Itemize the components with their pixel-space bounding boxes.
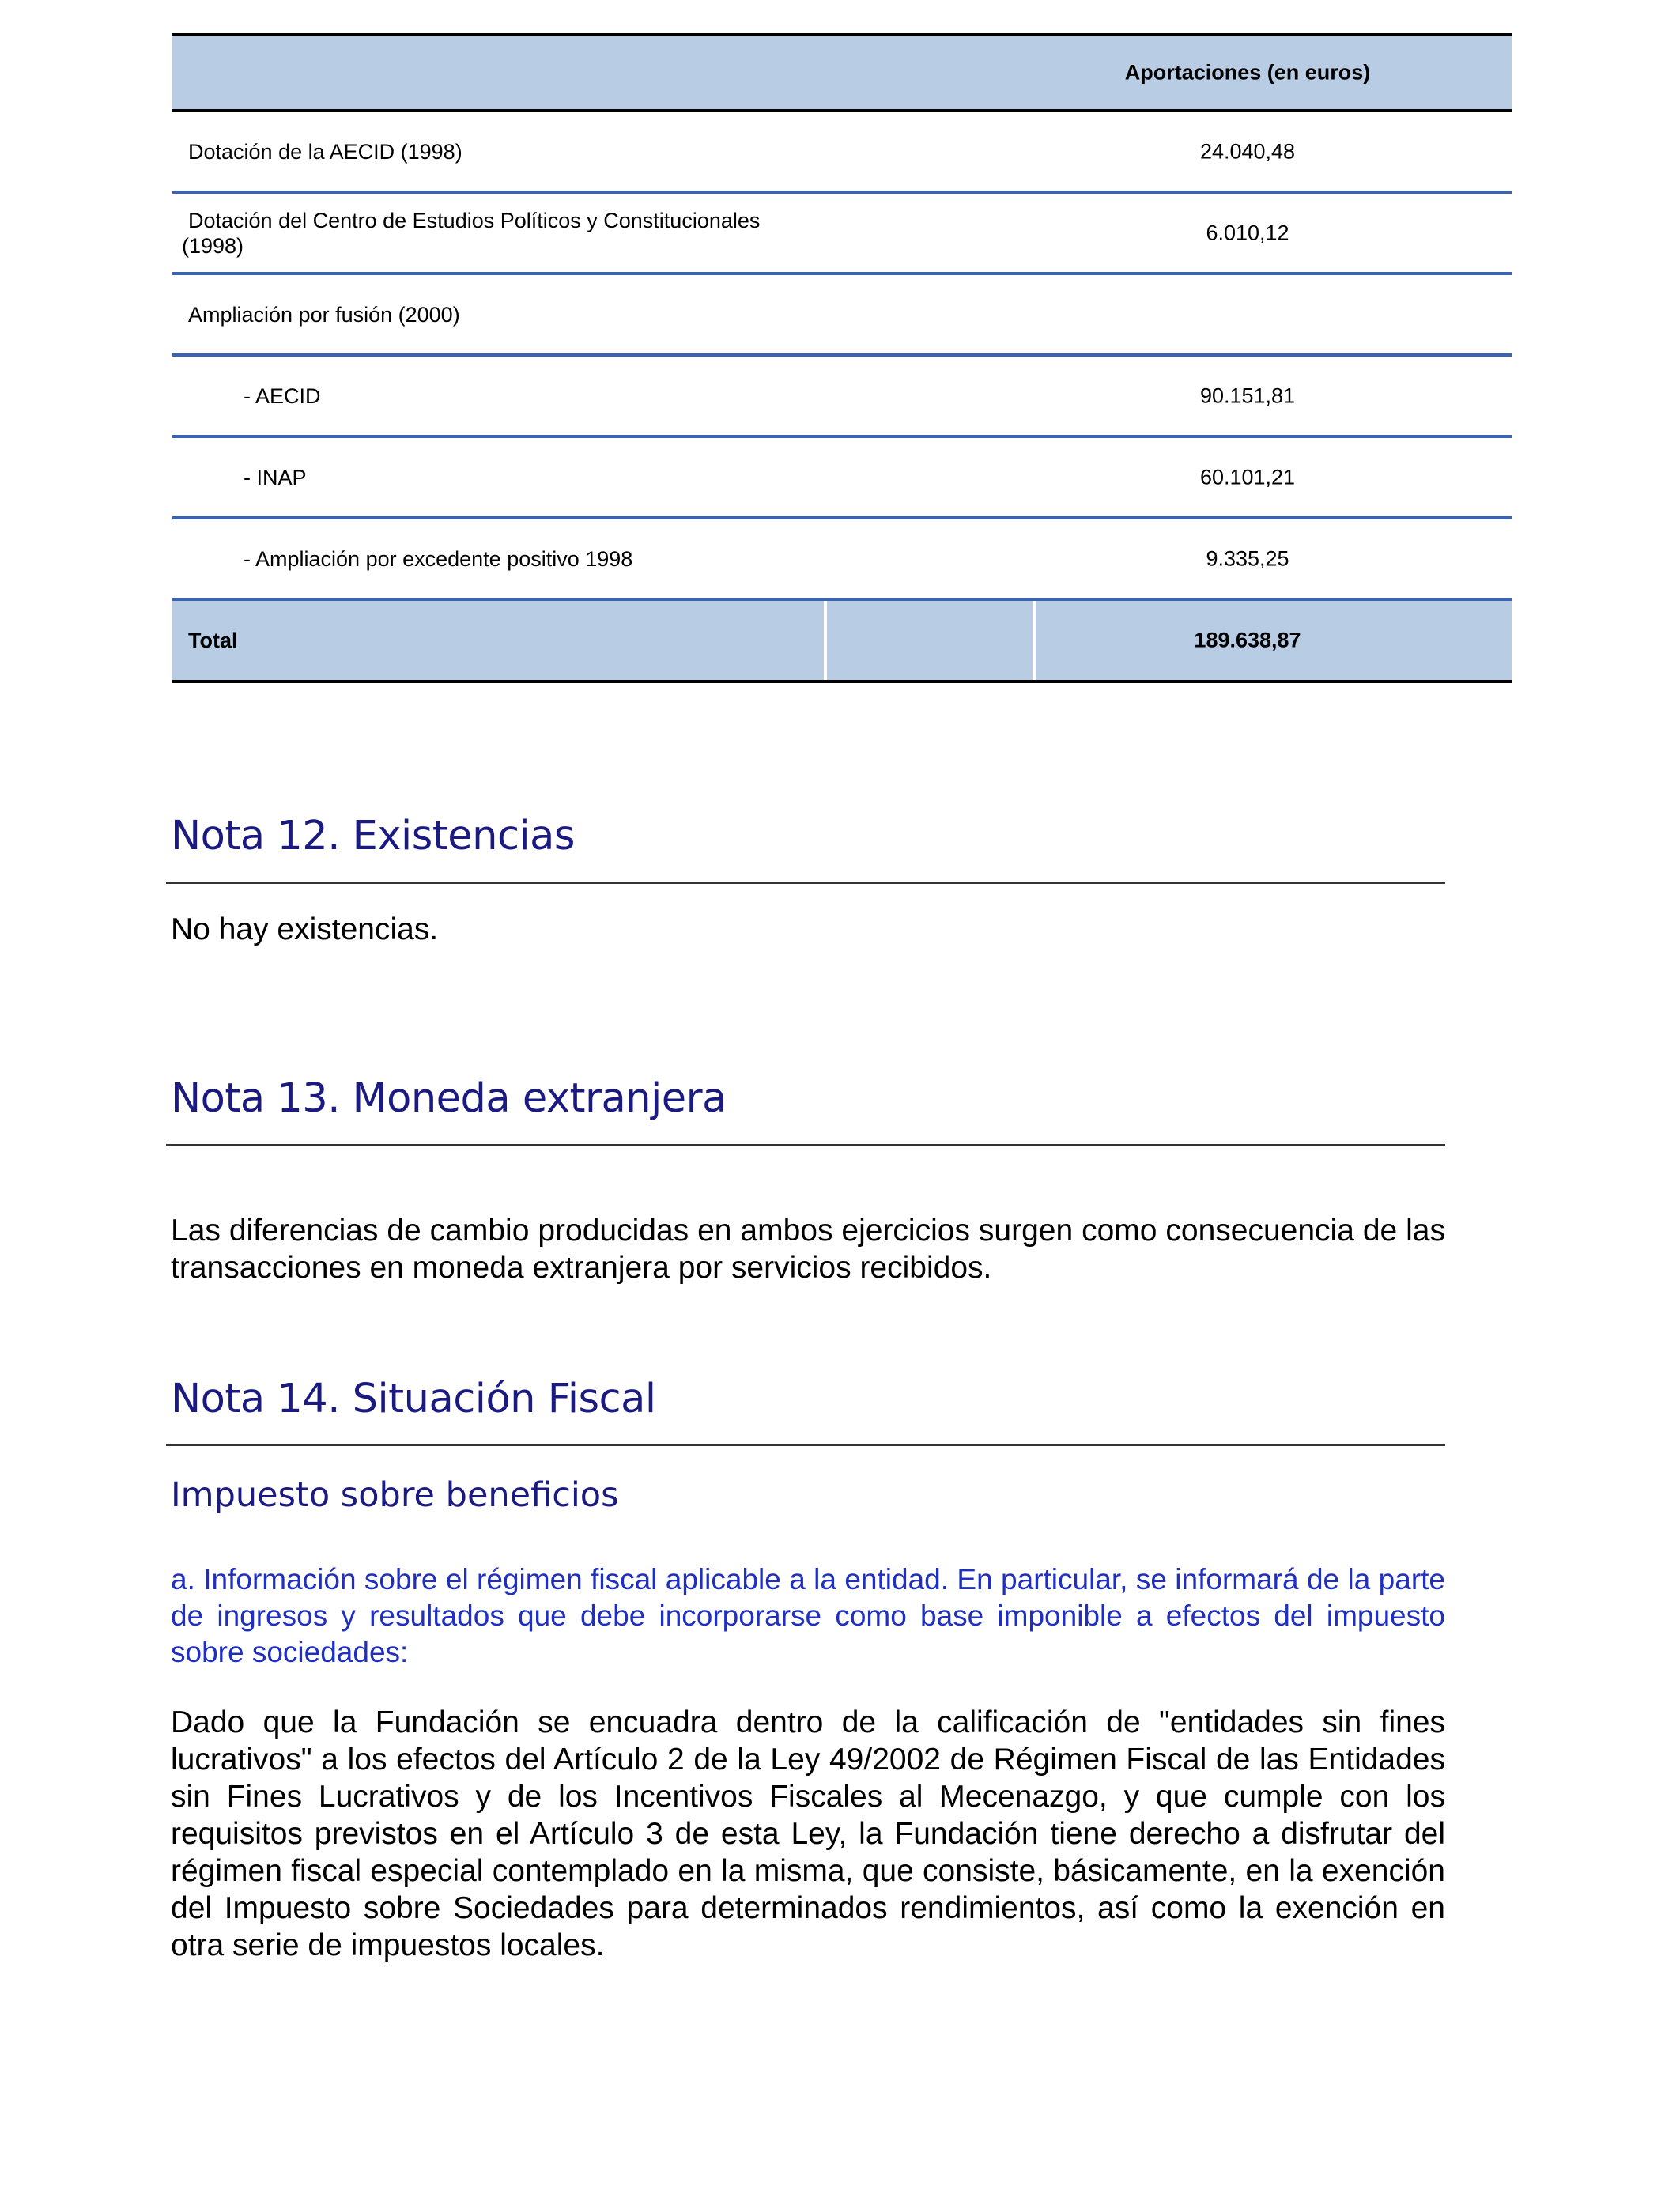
table-total-row xyxy=(172,601,1512,683)
table-row xyxy=(172,194,1512,275)
row-label: - Ampliación por excedente positivo 1998 xyxy=(244,546,633,571)
row-amount: 9.335,25 xyxy=(1206,546,1289,570)
row-amount: 90.151,81 xyxy=(1199,383,1296,407)
nota14-text: Dado que la Fundación se encuadra dentro de la calificación de "entidades sin fines lucrativos" a los efectos del Artículo 2 de la Ley 49/2002 de Régimen Fiscal de las Entidades sin Fines Lucrativos y de los Incentivos Fiscales al Mecenazgo, y que cumple con los requisitos previstos en el Artículo 3 de esta Ley, la Fundación tiene derecho a disfrutar del régimen fiscal especial contemplado en la misma, que consiste, básicamente, en la exención del Impuesto sobre Sociedades para determinados rendimientos, así como la exención en otra serie de impuestos locales. xyxy=(171,1705,1445,1962)
nota14-question: a. Información sobre el régimen fiscal aplicable a la entidad. En particular, se informará de la parte de ingresos y resultados que debe incorporarse como base imponible a efectos del impuesto sobre sociedades: xyxy=(171,1563,1445,1668)
nota14-subtitle: Impuesto sobre beneficios xyxy=(171,1475,619,1515)
nota13-title: Nota 13. Moneda extranjera xyxy=(171,1075,727,1122)
table-row xyxy=(172,357,1512,438)
nota12-divider xyxy=(166,882,1445,884)
table-row xyxy=(172,519,1512,601)
column-separator xyxy=(824,601,827,680)
row-amount: 60.101,21 xyxy=(1199,465,1296,489)
row-label: Dotación de la AECID (1998) xyxy=(188,139,462,164)
table-row xyxy=(172,112,1512,194)
table-header xyxy=(172,33,1512,112)
nota14-divider xyxy=(166,1444,1445,1446)
nota12-text: No hay existencias. xyxy=(171,912,439,946)
header-amount: Aportaciones (en euros) xyxy=(1124,60,1371,85)
nota13-divider xyxy=(166,1144,1445,1146)
table-row xyxy=(172,438,1512,519)
nota13-text: Las diferencias de cambio producidas en ambos ejercicios surgen como consecuencia de las transacciones en moneda extranjera por servicios recibidos. xyxy=(171,1214,1445,1285)
nota14-title: Nota 14. Situación Fiscal xyxy=(171,1376,656,1422)
row-label-line2: (1998) xyxy=(182,233,244,258)
total-amount: 189.638,87 xyxy=(1194,628,1301,652)
row-amount: 6.010,12 xyxy=(1206,221,1289,244)
row-amount: 24.040,48 xyxy=(1199,139,1296,163)
row-label xyxy=(182,208,789,259)
nota12-title: Nota 12. Existencias xyxy=(171,813,576,859)
total-label: Total xyxy=(188,629,238,652)
row-label: Ampliación por fusión (2000) xyxy=(188,302,460,327)
row-label-line1: Dotación del Centro de Estudios Políticos y Constitucionales xyxy=(188,208,761,232)
column-separator xyxy=(1033,601,1036,680)
table-row xyxy=(172,275,1512,357)
contributions-table xyxy=(172,33,1512,683)
row-label: - AECID xyxy=(244,383,321,408)
row-label: - INAP xyxy=(244,465,307,489)
